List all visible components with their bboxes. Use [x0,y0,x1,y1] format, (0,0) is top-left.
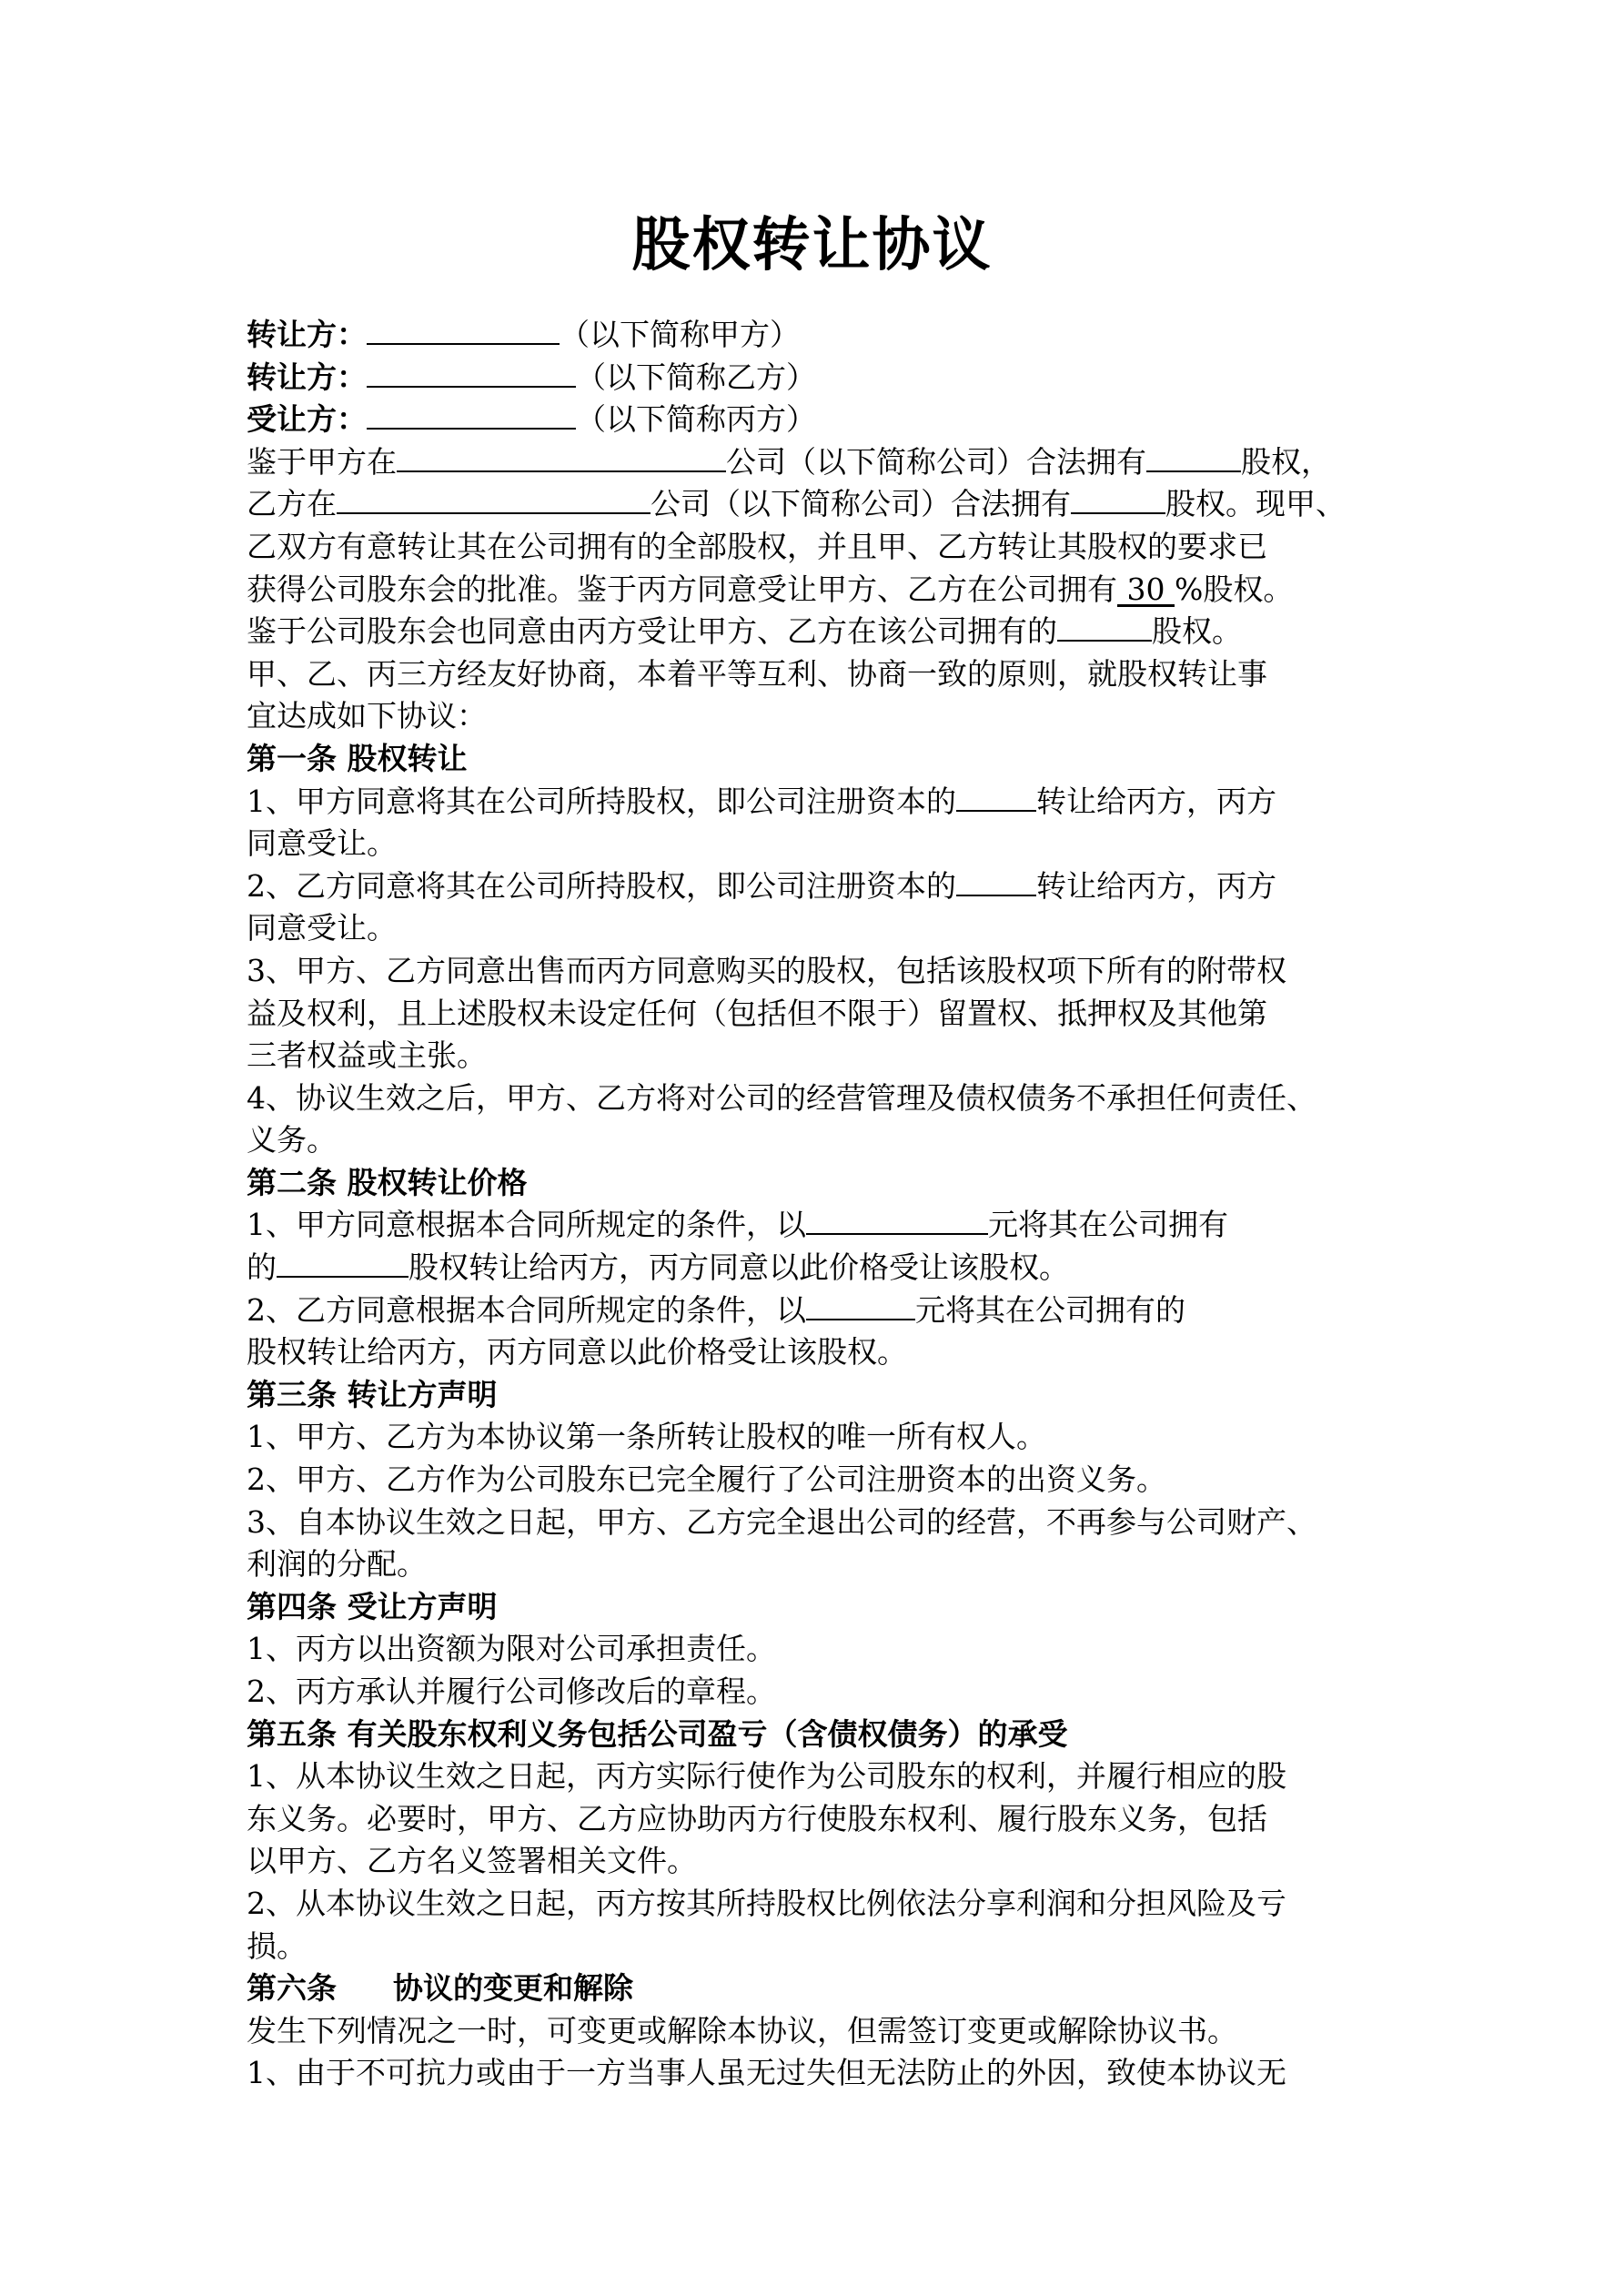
transferor-label: 转让方： [247,359,367,395]
article-1-item-4-cont: 义务。 [247,1122,337,1158]
preamble-line: 宜达成如下协议： [247,698,487,734]
article-4-item-1: 1、丙方以出资额为限对公司承担责任。 [247,1631,776,1667]
preamble-line [247,441,1393,484]
article-1-heading: 第一条 股权转让 [247,740,468,776]
clause-text: 元将其在公司拥有的 [915,1291,1185,1328]
clause-text: 转让给丙方，丙方 [1036,783,1276,819]
share-percent-value: 30 [1117,571,1175,607]
article-4-item-2: 2、丙方承认并履行公司修改后的章程。 [247,1674,776,1709]
capital-ratio-blank [956,869,1036,896]
article-3-item-2: 2、甲方、乙方作为公司股东已完全履行了公司注册资本的出资义务。 [247,1462,1166,1498]
article-2-item-2-cont: 股权转让给丙方，丙方同意以此价格受让该股权。 [247,1334,907,1371]
share-blank [1071,487,1165,514]
preamble-line: 乙双方有意转让其在公司拥有的全部股权，并且甲、乙方转让其股权的要求已 [247,528,1267,564]
article-5-item-1-cont: 东义务。必要时，甲方、乙方应协助丙方行使股东权利、履行股东义务，包括 [247,1800,1267,1836]
article-title: 协议的变更和解除 [393,1970,633,2007]
price-blank [806,1208,988,1235]
share-blank [277,1250,409,1278]
article-1-item-3-cont: 益及权利，且上述股权未设定任何（包括但不限于）留置权、抵押权及其他第 [247,995,1267,1031]
article-6-intro: 发生下列情况之一时，可变更或解除本协议，但需签订变更或解除协议书。 [247,2012,1237,2048]
article-5-item-1-cont: 以甲方、乙方名义签署相关文件。 [247,1843,697,1879]
article-1-item-1 [247,781,1393,824]
article-3-item-3-cont: 利润的分配。 [247,1546,427,1583]
clause-text: 的 [247,1249,277,1286]
article-number: 第六条 [247,1970,337,2007]
article-2-item-1-cont [247,1247,1393,1290]
party-a-suffix: （以下简称甲方） [560,317,800,352]
document-body [247,314,1393,2095]
preamble-text: 鉴于甲方在 [247,443,397,480]
clause-text: 元将其在公司拥有 [988,1207,1228,1243]
clause-text: 1、甲方同意根据本合同所规定的条件，以 [247,1207,806,1243]
party-b-suffix: （以下简称乙方） [576,359,816,395]
preamble-text: 鉴于公司股东会也同意由丙方受让甲方、乙方在该公司拥有的 [247,613,1057,650]
party-c-blank [367,402,576,430]
article-1-item-3: 3、甲方、乙方同意出售而丙方同意购买的股权，包括该股权项下所有的附带权 [247,952,1286,988]
company-name-blank [397,445,726,472]
party-c-suffix: （以下简称丙方） [576,401,816,438]
clause-text: 1、甲方同意将其在公司所持股权，即公司注册资本的 [247,783,956,819]
article-2-heading: 第二条 股权转让价格 [247,1164,528,1200]
article-2-item-1 [247,1204,1393,1247]
preamble-text: 股权。 [1152,613,1242,650]
preamble-text: %股权。 [1174,571,1294,607]
transferor-label: 转让方： [247,317,367,352]
preamble-text: 公司（以下简称公司）合法拥有 [651,486,1071,522]
article-1-item-2 [247,865,1393,908]
company-name-blank [337,487,651,514]
document-title: 股权转让协议 [631,212,993,279]
preamble-text: 股权， [1241,443,1331,480]
party-a-line [247,314,1393,357]
party-b-line [247,357,1393,400]
article-1-item-3-cont: 三者权益或主张。 [247,1037,487,1074]
party-b-blank [367,360,576,388]
share-blank [1146,445,1241,472]
clause-text: 转让给丙方，丙方 [1036,867,1276,904]
article-6-item-1: 1、由于不可抗力或由于一方当事人虽无过失但无法防止的外因，致使本协议无 [247,2055,1286,2091]
preamble-line [247,611,1393,653]
article-4-heading: 第四条 受让方声明 [247,1588,498,1624]
preamble-line: 甲、乙、丙三方经友好协商，本着平等互利、协商一致的原则，就股权转让事 [247,655,1267,692]
transferee-label: 受让方： [247,401,367,438]
article-3-item-1: 1、甲方、乙方为本协议第一条所转让股权的唯一所有权人。 [247,1419,1046,1455]
clause-text: 2、乙方同意根据本合同所规定的条件，以 [247,1291,806,1328]
article-3-heading: 第三条 转让方声明 [247,1376,498,1412]
article-5-item-1: 1、从本协议生效之日起，丙方实际行使作为公司股东的权利，并履行相应的股 [247,1758,1286,1795]
clause-text: 股权转让给丙方，丙方同意以此价格受让该股权。 [409,1249,1069,1286]
article-5-heading: 第五条 有关股东权利义务包括公司盈亏（含债权债务）的承受 [247,1715,1068,1752]
clause-text: 2、乙方同意将其在公司所持股权，即公司注册资本的 [247,867,956,904]
article-5-item-2-cont: 损。 [247,1927,307,1964]
preamble-text: 公司（以下简称公司）合法拥有 [726,443,1146,480]
preamble-line [247,483,1393,526]
preamble-line [247,569,1393,612]
party-a-blank [367,318,560,345]
party-c-line [247,399,1393,441]
price-blank [806,1293,915,1320]
preamble-text: 乙方在 [247,486,337,522]
preamble-text: 股权。现甲、 [1165,486,1346,522]
article-1-item-2-cont: 同意受让。 [247,910,397,946]
article-5-item-2: 2、从本协议生效之日起，丙方按其所持股权比例依法分享利润和分担风险及亏 [247,1885,1286,1921]
article-1-item-1-cont: 同意受让。 [247,825,397,862]
capital-ratio-blank [956,784,1036,812]
preamble-text: 获得公司股东会的批准。鉴于丙方同意受让甲方、乙方在公司拥有 [247,571,1117,607]
article-2-item-2 [247,1290,1393,1332]
share-blank [1057,614,1152,642]
article-1-item-4: 4、协议生效之后，甲方、乙方将对公司的经营管理及债权债务不承担任何责任、 [247,1079,1316,1116]
article-3-item-3: 3、自本协议生效之日起，甲方、乙方完全退出公司的经营，不再参与公司财产、 [247,1503,1316,1540]
article-6-heading [247,1967,1393,2010]
